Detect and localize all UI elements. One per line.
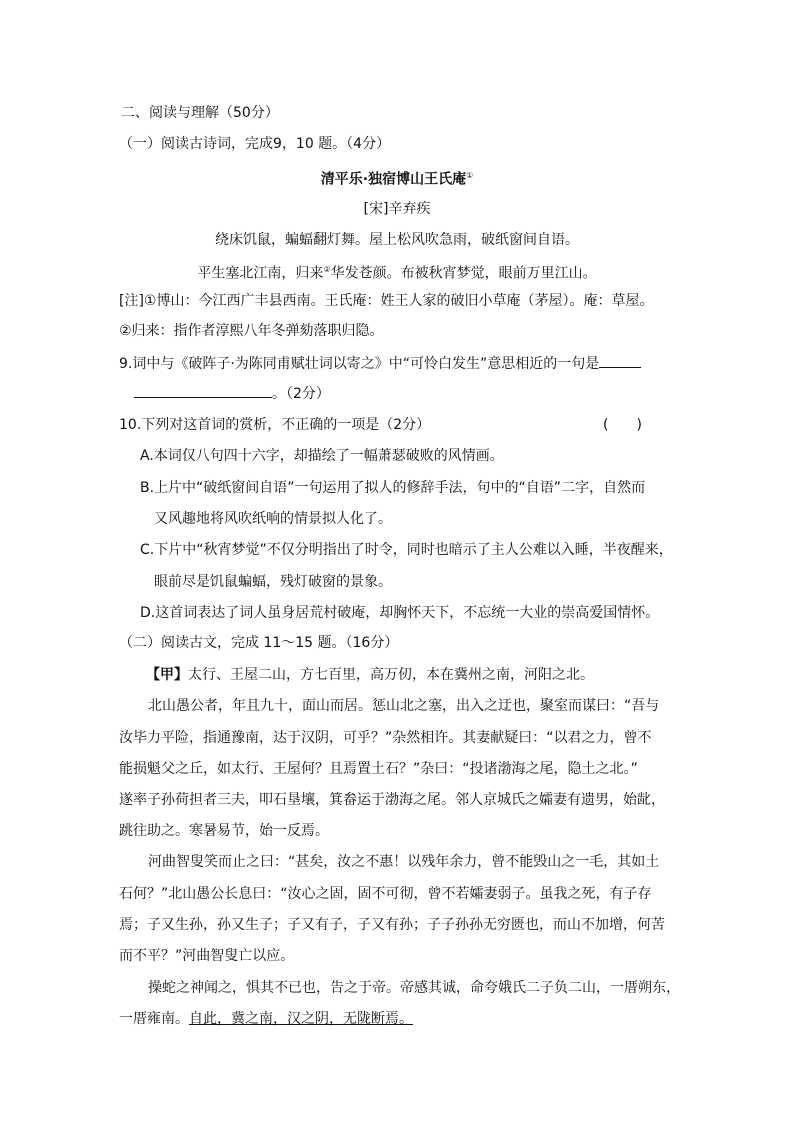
passage-p4-line-2-a: 一厝雍南。 [119,1011,189,1027]
option-c-line-2: 眼前尽是饥鼠蝙蝠，残灯破窗的景象。 [154,574,392,590]
note-2: ②归来：指作者淳熙八年冬弹劾落职归隐。 [119,323,384,339]
part2-intro: （二）阅读古文，完成 11～15 题。（16分） [119,635,399,651]
passage-p2-line-2: 汝毕力平险，指通豫南，达于汉阴，可乎？”杂然相许。其妻献疑曰：“以君之力，曾不 [119,730,652,746]
poem-title-text: 清平乐·独宿博山王氏庵 [320,171,467,188]
question-9 [119,355,641,373]
poem-line-1: 绕床饥鼠，蝙蝠翻灯舞。屋上松风吹急雨，破纸窗间自语。 [215,232,579,248]
question-9-text: 9.词中与《破阵子·为陈同甫赋壮词以寄之》中“可怜白发生”意思相近的一句是 [119,356,600,372]
passage-p1-text: 太行、王屋二山，方七百里，高万仞，本在冀州之南，河阳之北。 [188,667,594,683]
poem-line-2-note: ② [323,265,331,274]
option-b-line-2: 又风趣地将风吹纸响的情景拟人化了。 [154,511,392,527]
part1-intro: （一）阅读古诗词，完成9，10 题。（4分） [119,136,391,152]
passage-p2-line-1: 北山愚公者，年且九十，面山而居。惩山北之塞，出入之迂也，聚室而谋曰：“吾与 [148,698,660,714]
jia-label: 【甲】 [146,667,188,683]
poem-line-2-a: 平生塞北江南，归来 [197,265,324,282]
option-d: D.这首词表达了词人虽身居荒村破庵，却胸怀天下，不忘统一大业的崇高爱国情怀。 [140,605,660,621]
passage-p2-line-5: 跳往助之。寒暑易节，始一反焉。 [119,823,329,839]
option-c-line-1: C.下片中“秋宵梦觉”不仅分明指出了时令，同时也暗示了主人公难以入睡，半夜醒来， [140,542,673,558]
answer-blank-9a[interactable] [599,355,641,368]
note-1: [注]①博山：今江西广丰县西南。王氏庵：姓王人家的破旧小草庵（茅屋）。庵：草屋。 [119,293,654,309]
answer-blank-9b[interactable] [134,385,272,398]
passage-p4-line-1: 操蛇之神闻之，惧其不已也，告之于帝。帝感其诚，命夸娥氏二子负二山，一厝朔东， [148,980,680,996]
passage-p3-line-3: 焉；子又生孙，孙又生子；子又有子，子又有孙；子子孙孙无穷匮也，而山不加增，何苦 [119,917,665,933]
underlined-sentence: 自此，冀之南，汉之阴，无陇断焉。 [189,1011,413,1027]
passage-jia-p1 [146,666,594,684]
question-9-line-2 [134,385,330,403]
passage-p2-line-3: 能损魁父之丘，如太行、王屋何？且焉置土石？”杂曰：“投诸渤海之尾，隐土之北。” [119,761,638,777]
question-10-answer-bracket[interactable]: ( ) [603,417,642,433]
passage-p2-line-4: 遂率子孙荷担者三夫，叩石垦壤，箕畚运于渤海之尾。邻人京城氏之孀妻有遗男，始龀， [119,792,665,808]
poem-line-2 [0,261,794,283]
poem-line-2-b: 华发苍颜。布被秋宵梦觉，眼前万里江山。 [330,265,597,282]
section-title: 二、阅读与理解（50分） [121,105,279,121]
passage-p4-line-2 [119,1010,413,1028]
option-a: A.本词仅八句四十六字，却描绘了一幅萧瑟破败的风情画。 [140,448,504,464]
passage-p3-line-1: 河曲智叟笑而止之曰：“甚矣，汝之不惠！以残年余力，曾不能毁山之一毛，其如土 [148,854,660,870]
poem-title [0,167,794,189]
question-9-tail: 。（2分） [272,386,330,402]
question-10-stem: 10.下列对这首词的赏析，不正确的一项是（2分） [119,417,431,433]
passage-p3-line-4: 而不平？”河曲智叟亡以应。 [119,948,295,964]
poem-author: [宋]辛弃疾 [363,201,431,217]
passage-p3-line-2: 石何？”北山愚公长息曰：“汝心之固，固不可彻，曾不若孀妻弱子。虽我之死，有子存 [119,886,652,902]
option-b-line-1: B.上片中“破纸窗间自语”一句运用了拟人的修辞手法，句中的“自语”二字，自然而 [140,480,646,496]
poem-title-note: ① [466,171,474,180]
